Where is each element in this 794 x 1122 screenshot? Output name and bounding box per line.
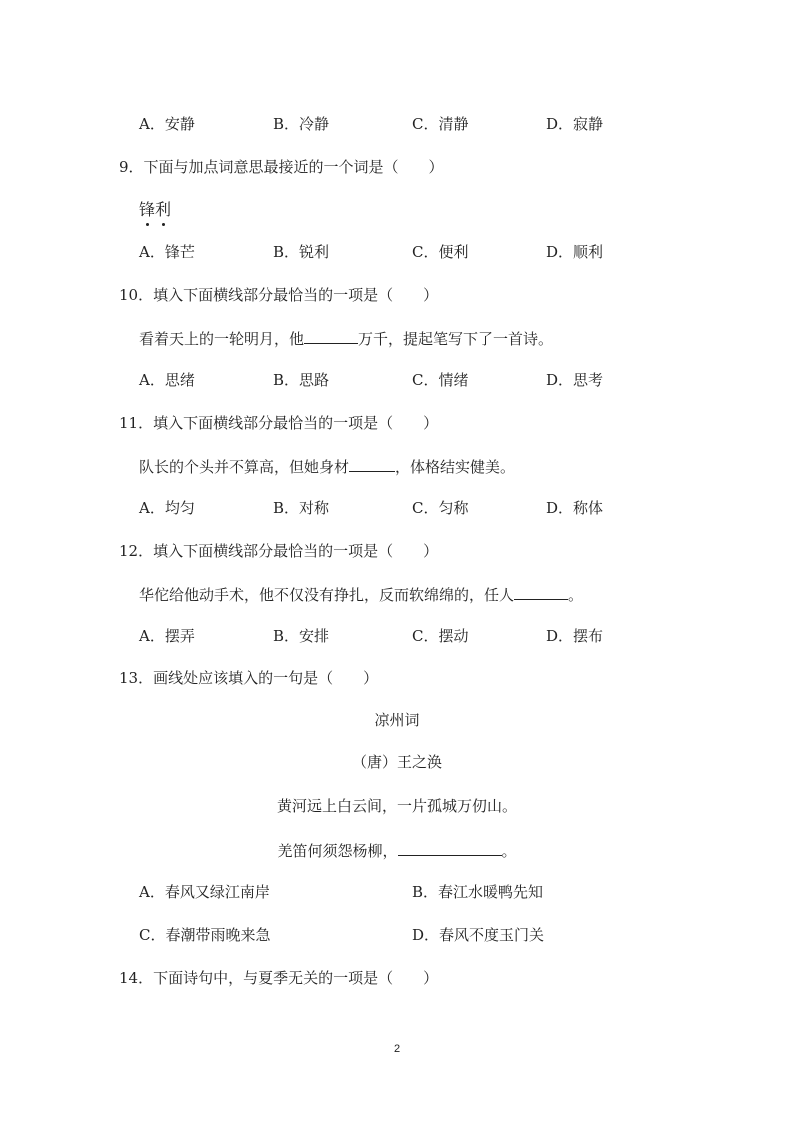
q12-option-b: B．安排 [273, 627, 330, 645]
q10-stem: 10．填入下面横线部分最恰当的一项是（ ） [119, 286, 439, 304]
q10-option-a: A．思绪 [139, 371, 195, 389]
q12-option-c: C．摆动 [412, 627, 469, 645]
q11-sentence-before: 队长的个头并不算高，但她身材 [139, 458, 350, 476]
q12-sentence-before: 华佗给他动手术，他不仅没有挣扎，反而软绵绵的，任人 [139, 586, 515, 604]
q10-option-d: D．思考 [546, 371, 604, 389]
poem-line-2-before: 羌笛何须怨杨柳， [277, 842, 398, 860]
q11-sentence-after: ，体格结实健美。 [395, 458, 516, 476]
q9-dotted-word [139, 200, 171, 220]
q12-blank [514, 584, 568, 600]
poem-line-2 [0, 840, 794, 861]
q11-option-d: D．称体 [546, 499, 604, 517]
q13-option-d: D．春风不度玉门关 [412, 926, 545, 944]
q11-option-c: C．匀称 [412, 499, 469, 517]
q12-stem: 12．填入下面横线部分最恰当的一项是（ ） [119, 542, 439, 560]
q10-option-b: B．思路 [273, 371, 330, 389]
q14-stem: 14．下面诗句中，与夏季无关的一项是（ ） [119, 969, 439, 987]
q13-option-c: C．春潮带雨晚来急 [139, 926, 271, 944]
q9-dotted-char-2: 利 [155, 200, 172, 219]
q10-option-c: C．情绪 [412, 371, 469, 389]
q12-sentence [139, 584, 583, 605]
poem-author: （唐）王之涣 [351, 753, 442, 771]
poem-line-1: 黄河远上白云间，一片孤城万仞山。 [276, 797, 517, 815]
q11-stem: 11．填入下面横线部分最恰当的一项是（ ） [119, 414, 439, 432]
page-number: 2 [393, 1043, 401, 1055]
q12-option-a: A．摆弄 [139, 627, 195, 645]
q8-option-d: D．寂静 [546, 115, 604, 133]
q8-option-b: B．冷静 [273, 115, 330, 133]
q10-sentence-after: 万千，提起笔写下了一首诗。 [358, 330, 554, 348]
poem-line-2-after: 。 [501, 842, 517, 860]
q9-option-a: A．锋芒 [139, 243, 195, 261]
q11-option-b: B．对称 [273, 499, 330, 517]
q8-option-a: A．安静 [139, 115, 195, 133]
q11-option-a: A．均匀 [139, 499, 195, 517]
q13-option-a: A．春风又绿江南岸 [139, 883, 270, 901]
q10-blank [304, 328, 358, 344]
q9-stem: 9．下面与加点词意思最接近的一个词是（ ） [119, 158, 444, 176]
q12-option-d: D．摆布 [546, 627, 604, 645]
poem-blank [398, 840, 502, 856]
poem-title: 凉州词 [374, 711, 420, 729]
q13-option-b: B．春江水暖鸭先知 [412, 883, 544, 901]
q11-blank [349, 456, 395, 472]
q10-sentence-before: 看着天上的一轮明月，他 [139, 330, 305, 348]
q9-option-d: D．顺利 [546, 243, 604, 261]
q11-sentence [139, 456, 515, 477]
q13-stem: 13．画线处应该填入的一句是（ ） [119, 669, 379, 687]
q9-dotted-char-1: 锋 [139, 200, 156, 219]
q10-sentence [139, 328, 553, 349]
q9-option-b: B．锐利 [273, 243, 330, 261]
q8-option-c: C．清静 [412, 115, 469, 133]
q12-sentence-after: 。 [568, 586, 584, 604]
q9-option-c: C．便利 [412, 243, 469, 261]
